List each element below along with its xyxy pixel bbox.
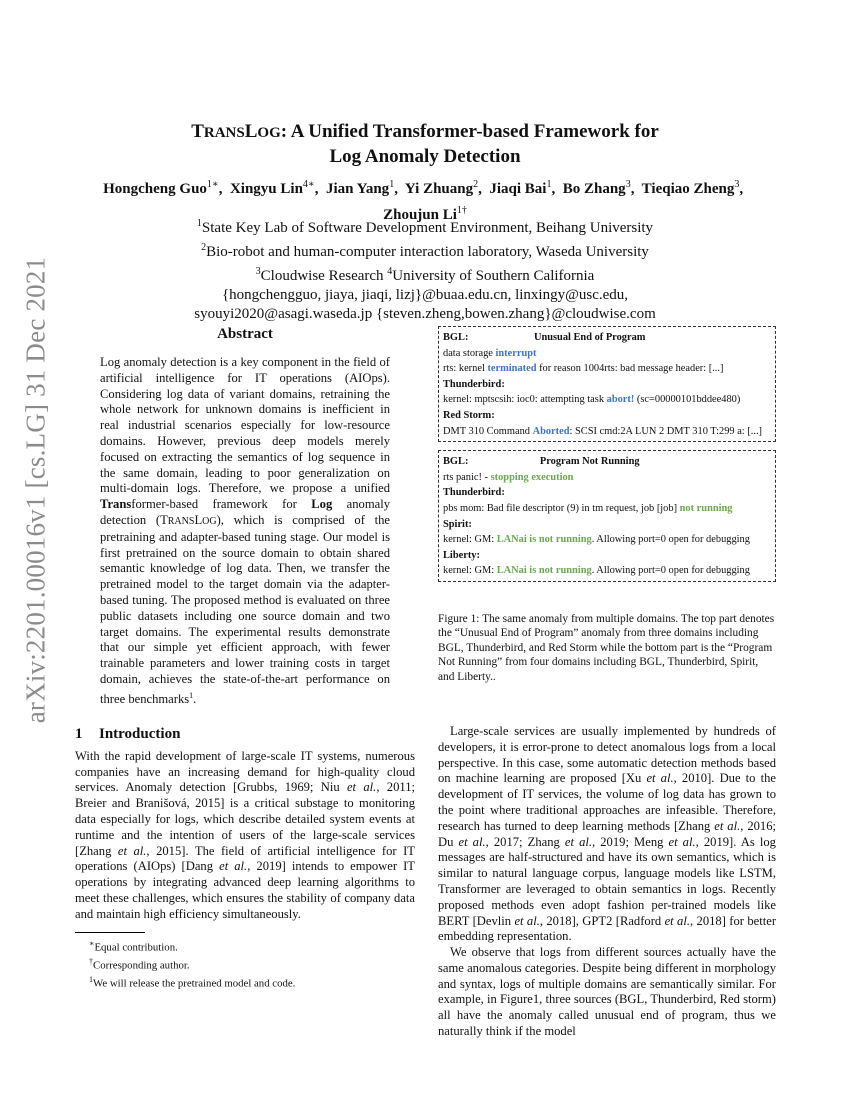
email-line-2: syouyi2020@asagi.waseda.jp {steven.zheng,bowen.zhang}@cloudwise.com [194, 306, 656, 322]
log-line: kernel: GM: LANai is not running. Allowing port=0 open for debugging [443, 534, 750, 546]
log-source-label: Thunderbird: [443, 378, 505, 390]
author: Yi Zhuang$^2$ [404, 179, 479, 197]
log-source-label: Liberty: [443, 549, 480, 561]
figure-box-not-running: BGL: Program Not Running rts panic! - stopping execution Thunderbird: pbs mom: Bad file descriptor (9) in tm request, job [job] not running Spirit: kernel: GM: LANai is not running. Allowing port=0 open for debugging Liberty: kernel: GM: LANai is not running. Allowing port=0 open for debugging [438, 450, 776, 582]
arxiv-stamp [18, 256, 54, 724]
affiliation-3-4: $^3$Cloudwise Research $^4$University of Southern California [255, 266, 595, 284]
figure-caption: Figure 1: The same anomaly from multiple domains. The top part denotes the “Unusual End of Program” anomaly from three domains including BGL, Thunderbird, and Red Storm while the bottom part is the “Program Not Running” from four domains including BGL, Thunderbird, Spirit, and Liberty.. [438, 612, 775, 683]
log-line: kernel: mptscsih: ioc0: attempting task abort! (sc=00000101bddee480) [443, 394, 741, 406]
log-source-label: Red Storm: [443, 409, 495, 421]
log-line: data storage interrupt [443, 347, 537, 359]
author-list: Hongcheng Guo$^{1∗}$, Xingyu Lin$^{4∗}$, Jian Yang$^1$, Yi Zhuang$^2$, Jiaqi Bai$^1$, Bo Zhang$^3$, Tieqiao Zheng$^3$, Zhoujun $Li^{1\dagger}$ [103, 179, 747, 223]
author: Zhoujun $Li^{1\dagger}$ [383, 205, 467, 223]
footnotes [75, 937, 415, 990]
log-line: pbs mom: Bad file descriptor (9) in tm request, job [job] not running [443, 502, 733, 514]
abstract-heading: Abstract [217, 326, 273, 342]
author: Hongcheng Guo$^{1∗}$ [103, 179, 219, 197]
figure-box-unusual-end: BGL: Unusual End of Program data storage interrupt rts: kernel terminated for reason 1004rts: bad message header: [...] Thunderbird: kernel: mptscsih: ioc0: attempting task abort! (sc=00000101bddee480) Red Storm: DMT 310 Command Aborted: SCSI cmd:2A LUN 2 DMT 310 T:299 a: [...] [438, 326, 776, 442]
footnote: $^1$We will release the pretrained model and code. [89, 974, 296, 990]
body-paragraph: We observe that logs from different sources actually have the same anomalous categories. Despite being different in morphology and syntax, logs of multiple domains are semantically similar. For example, in Figure1, three sources (BGL, Thunderbird, Red storm) all have the anomaly called unusual end of program, thus we naturally think if the model [438, 945, 776, 1039]
footnote-rule [75, 932, 145, 933]
log-line: rts: kernel terminated for reason 1004rts: bad message header: [...] [443, 363, 724, 375]
footnote: ∗Equal contribution. [89, 939, 178, 955]
body-paragraph: Large-scale services are usually implemented by hundreds of developers, it is error-prone to detect anomalous logs from a local perspective. In this case, some automatic detection methods based on machine learning are proposed [Xu et al., 2010]. Due to the development of IT services, the volume of log data has grown to the point where traditional approaches are infeasible. Therefore, research has turned to deep learning methods [Zhang et al., 2016; Du et al., 2017; Zhang et al., 2019; Meng et al., 2019]. As log messages are half-structured and have its own semantics, which is similar to natural language corpus, language models like LSTM, Transformer are leveraged to obtain semantics in logs. Recently proposed methods even adopt fashion per-trained models like BERT [Devlin et al., 2018], GPT2 [Radford et al., 2018] for better embedding representation. [438, 723, 777, 944]
left-column [75, 326, 415, 990]
footnote: †Corresponding author. [89, 957, 190, 972]
paper-title: TRANSLOG: A Unified Transformer-based Framework for Log Anomaly Detection [191, 121, 659, 167]
abstract-text: Log anomaly detection is a key component in the field of artificial intelligence for IT operations (AIOps). Considering log data of variant domains, retraining the whole network for unknown domains is inefficient in real industrial scenarios especially for low-resource domains. However, previous deep models merely focused on extracting the semantics of log sequence in the same domain, leading to poor generalization on multi-domain logs. Therefore, we propose a unified Transformer-based framework for Log anomaly detection (TRANSLOG), which is comprised of the pretraining and adapter-based tuning stage. Our model is first pretrained on the source domain to obtain shared semantic knowledge of log data. Then, we transfer the pretrained model to the target domain via the adapter-based tuning. The proposed method is evaluated on three public datasets including one source domain and two target domains. The experimental results demonstrate that our simple yet efficient approach, with fewer trainable parameters and lower training costs in target domain, achieves the state-of-the-art performance on three benchmarks$^1$. [100, 355, 391, 706]
author: Bo Zhang$^3$ [562, 179, 631, 197]
arxiv-stamp-text: arXiv:2201.00016v1 [cs.LG] 31 Dec 2021 [20, 256, 51, 724]
log-source-label: Thunderbird: [443, 487, 505, 499]
log-line: rts panic! - stopping execution [443, 471, 574, 483]
author: Jiaqi Bai$^1$ [489, 179, 552, 197]
log-source-label: Spirit: [443, 518, 472, 530]
author: Jian Yang$^1$ [325, 179, 395, 197]
right-column [438, 326, 776, 1040]
log-line: kernel: GM: LANai is not running. Allowing port=0 open for debugging [443, 565, 750, 577]
affiliation-2: $^2$Bio-robot and human-computer interaction laboratory, Waseda University [201, 242, 649, 260]
log-line: DMT 310 Command Aborted: SCSI cmd:2A LUN 2 DMT 310 T:299 a: [...] [443, 425, 763, 437]
email-line-1: {hongchengguo, jiaya, jiaqi, lizj}@buaa.edu.cn, linxingy@usc.edu, [221, 287, 629, 303]
right-body [438, 724, 776, 1040]
affiliation-1: $^1$State Key Lab of Software Development Environment, Beihang University [196, 218, 654, 236]
author: Tieqiao Zheng$^3$ [641, 179, 740, 197]
affiliations [80, 214, 770, 324]
section-heading-introduction: 1 Introduction [75, 725, 181, 742]
author: Xingyu Lin$^{4∗}$ [229, 179, 315, 197]
intro-paragraph: With the rapid development of large-scale IT systems, numerous companies have an increasing demand for high-quality cloud services. Anomaly detection [Grubbs, 1969; Niu et al., 2011; Breier and Branišová, 2015] is a critical substage to monitoring data especially for logs, which describe detailed system events at runtime and the intention of users of the large-scale services [Zhang et al., 2015]. The field of artificial intelligence for IT operations (AIOps) [Dang et al., 2019] intends to empower IT operations by integrating advanced deep learning algorithms to meet these challenges, which ensures the stability of company data and maintain high efficiency simultaneously. [75, 748, 416, 921]
